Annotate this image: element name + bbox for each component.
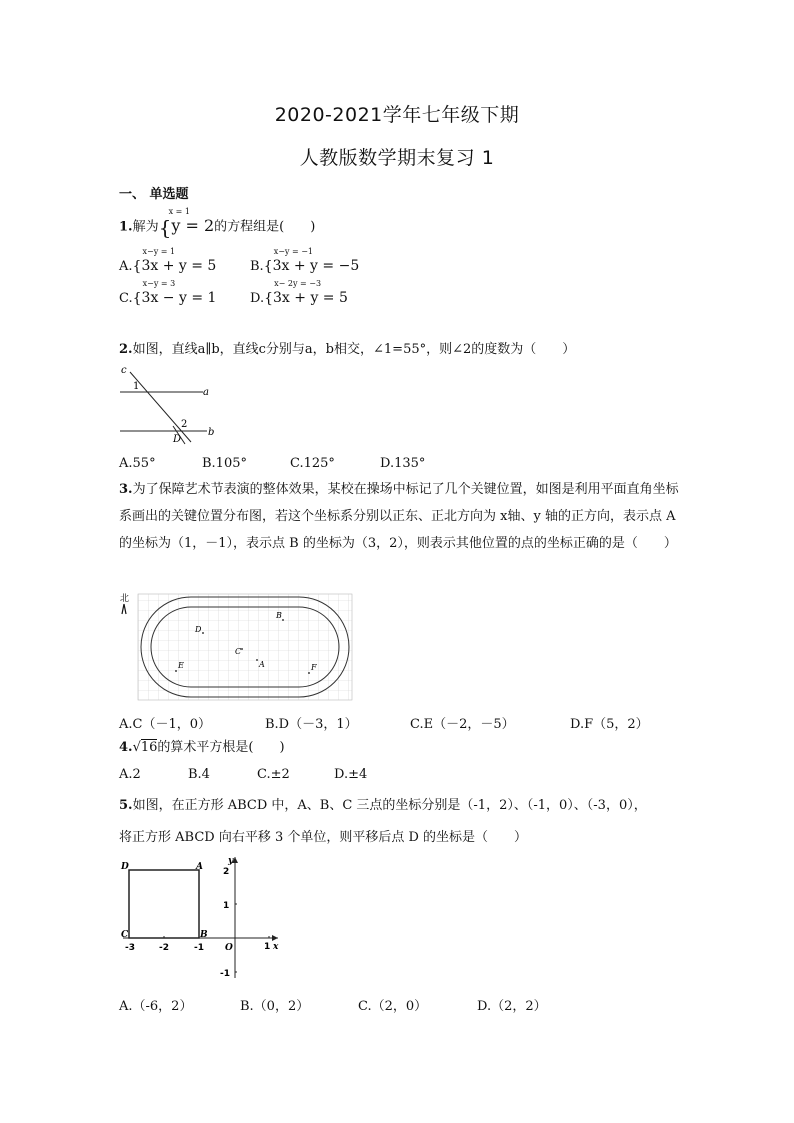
option-b[interactable]: B.4: [188, 767, 210, 782]
equation-system: { x−y = 1 3x + y = 5: [132, 247, 217, 275]
option-a[interactable]: A.55°: [119, 456, 156, 471]
equation-top: x− 2y = −3: [274, 279, 322, 288]
sqrt-icon: √: [132, 740, 141, 755]
point-F: [308, 672, 310, 674]
option-b[interactable]: B.105°: [202, 456, 247, 471]
x-axis-label: x: [273, 942, 279, 952]
question-text: 如图，在正方形 ABCD 中，A、B、C 三点的坐标分别是（-1，2）、（-1，0）、（-3，0），: [132, 798, 647, 813]
equation-top: x−y = 3: [142, 279, 176, 288]
question-number: 2.: [119, 342, 133, 357]
question-text: 如图，直线a∥b，直线c分别与a，b相交，∠1=55°，则∠2的度数为（ ）: [132, 342, 576, 357]
equation-bottom: y = 2: [171, 216, 215, 235]
option-d[interactable]: D.（2，2）: [477, 999, 547, 1014]
question-number: 1.: [119, 219, 133, 235]
point-D: [202, 632, 204, 634]
label-b: b: [208, 427, 215, 438]
equation-system: { x− 2y = −3 3x + y = 5: [264, 279, 348, 307]
question-number: 4.: [119, 740, 133, 755]
north-label: 北: [120, 594, 130, 604]
track-map-figure: [118, 590, 354, 702]
question-text: 的方程组是( ): [214, 219, 316, 235]
parallel-lines-figure: [115, 362, 220, 447]
option-c[interactable]: [119, 279, 217, 309]
point-E: [175, 670, 177, 672]
question-number: 5.: [119, 798, 133, 813]
y-tick-label: -1: [220, 969, 230, 979]
grid-background: [138, 594, 352, 700]
option-a[interactable]: [119, 247, 217, 277]
section-heading: 一、 单选题: [119, 187, 189, 202]
question-2: [119, 340, 575, 360]
question-number: 3.: [119, 482, 133, 497]
point-C-label: C: [235, 647, 242, 656]
point-B-label: B: [276, 611, 282, 620]
point-C: [241, 648, 243, 650]
point-E-label: E: [178, 661, 184, 670]
option-b[interactable]: B.（0，2）: [240, 999, 310, 1014]
label-c: c: [121, 365, 127, 376]
equation-top: x = 1: [168, 207, 190, 216]
option-a[interactable]: A.（-6，2）: [119, 999, 193, 1014]
square-ABCD: [129, 870, 199, 938]
label-a: a: [203, 387, 209, 398]
x-tick-label: -2: [159, 943, 169, 953]
question-5-line2: 将正方形 ABCD 向右平移 3 个单位，则平移后点 D 的坐标是（ ）: [119, 830, 528, 845]
radicand: 16: [140, 740, 158, 755]
option-d[interactable]: [250, 279, 348, 309]
option-label: B.: [250, 259, 264, 274]
question-text: 的算术平方根是( ): [157, 740, 285, 755]
y-axis-label: y: [228, 856, 234, 866]
option-c[interactable]: C.（2，0）: [358, 999, 428, 1014]
option-b[interactable]: [250, 247, 360, 277]
point-B: [282, 619, 284, 621]
question-3: [119, 476, 689, 557]
point-A: [256, 659, 258, 661]
y-tick-label: 2: [223, 867, 230, 877]
page-title-line1: 2020-2021学年七年级下期: [274, 104, 520, 126]
equation-top: x−y = −1: [273, 247, 314, 256]
point-F-label: F: [311, 663, 317, 672]
question-text: 解为: [132, 219, 159, 235]
question-4: [119, 738, 285, 758]
equation-bottom: 3x − y = 1: [141, 290, 217, 306]
equation-bottom: 3x + y = 5: [141, 258, 217, 274]
option-a[interactable]: A.2: [119, 767, 141, 782]
x-tick-label: -1: [194, 943, 204, 953]
option-c[interactable]: C.125°: [290, 456, 335, 471]
option-b[interactable]: B.D（－3，1）: [265, 717, 358, 732]
option-label: A.: [119, 259, 133, 274]
vertex-B-label: B: [200, 930, 208, 940]
option-c[interactable]: C.E（－2，－5）: [410, 717, 515, 732]
x-tick-label: -3: [125, 943, 135, 953]
north-arrow-icon: [122, 604, 126, 614]
coordinate-figure: [118, 853, 288, 983]
question-1: [119, 207, 316, 240]
origin-label: O: [225, 943, 233, 953]
option-label: D.: [250, 291, 265, 306]
vertex-A-label: A: [196, 862, 203, 872]
label-angle-2: 2: [181, 419, 188, 430]
option-c[interactable]: C.±2: [257, 767, 290, 782]
equation-bottom: 3x + y = 5: [273, 290, 348, 306]
equation-system: { x = 1 y = 2: [158, 207, 215, 240]
option-d[interactable]: D.F（5，2）: [570, 717, 649, 732]
equation-bottom: 3x + y = −5: [272, 258, 360, 274]
point-D-label: D: [195, 625, 202, 634]
page-title-line2: 人教版数学期末复习 1: [299, 147, 495, 169]
option-a[interactable]: A.C（－1，0）: [119, 717, 212, 732]
y-tick-label: 1: [223, 901, 230, 911]
equation-system: { x−y = 3 3x − y = 1: [132, 279, 217, 307]
label-D: D: [173, 434, 182, 445]
question-5-line1: [119, 796, 647, 816]
option-d[interactable]: D.135°: [380, 456, 426, 471]
vertex-D-label: D: [121, 862, 129, 872]
option-d[interactable]: D.±4: [334, 767, 368, 782]
x-tick-label: 1: [264, 942, 271, 952]
equation-top: x−y = 1: [142, 247, 176, 256]
label-angle-1: 1: [133, 381, 140, 392]
equation-system: { x−y = −1 3x + y = −5: [263, 247, 360, 275]
vertex-C-label: C: [121, 930, 129, 940]
question-text: 为了保障艺术节表演的整体效果，某校在操场中标记了几个关键位置，如图是利用平面直角坐标系画出的关键位置分布图，若这个坐标系分别以正东、正北方向为 x轴、y 轴的正方向，表示点 A 的坐标为（1，－1），表示点 B 的坐标为（3，2），则表示其他位置的点的坐标正确的是（ ）: [119, 482, 679, 551]
point-A-label: A: [259, 660, 265, 669]
option-label: C.: [119, 291, 133, 306]
x-axis-arrow-icon: [272, 935, 278, 941]
